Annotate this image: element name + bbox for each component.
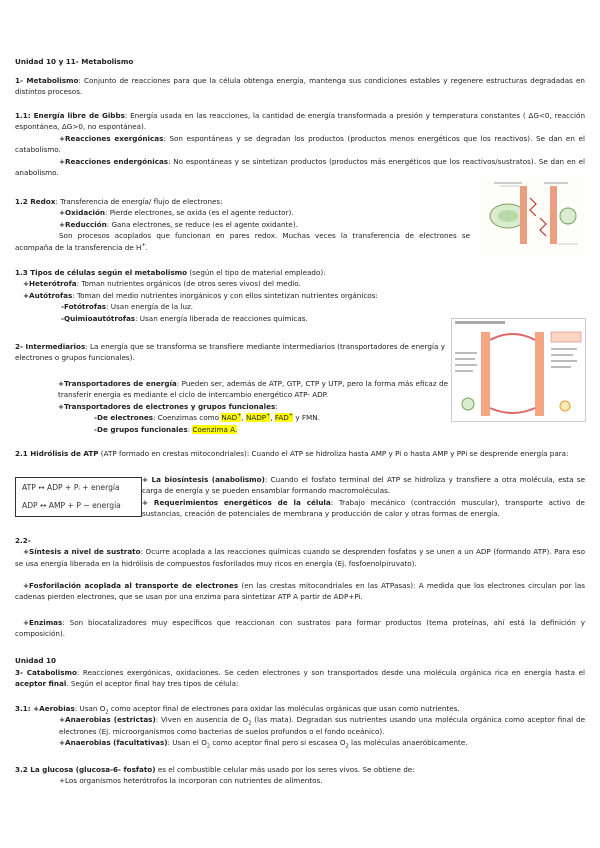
section-2: 2- Intermediarios: La energía que se transforma se transfiere mediante intermediarios (transportadores de energía y electrones o grupos funcionales). <box>15 342 445 363</box>
document-title: Unidad 10 y 11- Metabolismo <box>15 57 134 66</box>
section-3-2: 3.2 La glucosa (glucosa-6- fosfato) es el combustible celular más usado por los seres vivos. Se obtiene de: +Los organismos heterótrofos la incorporan con nutrientes de alimentos. <box>15 765 415 786</box>
membrane-bar <box>481 332 490 416</box>
section-3: 3- Catabolismo: Reacciones exergónicas, oxidaciones. Se ceden electrones y son transportados desde una molécula orgánica rica en energía hasta el aceptor final. Según el aceptor final hay tres tipos de célula: <box>15 668 585 689</box>
section-2-1-uses: + La biosíntesis (anabolismo): Cuando el fosfato terminal del ATP se hidroliza y transfiere a otra molécula, esta se carga de energía y se pueden ensamblar formando macromoléculas. + Requerimientos energéticos de la célula: Trabajo mecánico (contracción muscular), transporte activo de sustancias, creación de potenciales de membrana y producción de calor y otras formas de energía. <box>142 475 585 519</box>
membrane-bar <box>520 186 527 244</box>
atp-equation-box <box>15 477 142 517</box>
equation-atp-adp: ATP ↔ ADP + Pᵢ + energía <box>22 483 120 492</box>
section-2-2: 2.2- +Síntesis a nivel de sustrato: Ocurre acoplada a las reacciones químicas cuando se desprenden fosfatos y se unen a un ADP (formando ATP). Para eso se usa energía liberada en la hidrólisis de compuestos fosforilados muy ricos en energía (Ej. fosfoenolpiruvato). <box>15 536 585 568</box>
section-3-1: 3.1: +Aerobias: Usan $O_2$ como aceptor final de electrones para oxidar las moléculas orgánicas que usan como nutrientes. +Anaerobias (estrictas): Viven en ausencia de $O_2$ (las mata). Degradan sus nutrientes usando una molécula orgánica como aceptor final de electrones (Ej. microorganismos como bacterias de suelos profundos o el fondo oceánico). +Anaerobias (facultativas): Usan el $O_2$ como aceptor final pero si escasea $O_2$ las moléculas anaeróbicamente. <box>15 704 585 750</box>
section-2-2-phosphorylation: +Fosforilación acoplada al transporte de electrones (en las crestas mitocondriales en las ATPasas): A medida que los electrones circulan por las cadenas pierden electrones, que se usan por una enzima para sintetizar ATP A partir de ADP+Pi. <box>15 581 585 602</box>
membrane-diagram-figure <box>480 178 586 254</box>
membrane-bar <box>535 332 544 416</box>
section-1-2: 1.2 Redox: Transferencia de energía/ flujo de electrones: +Oxidación: Pierde electrones, se oxida (es el agente reductor). +Reducción: Gana electrones, se reduce (es el agente oxidante). Son procesos acoplados que funcionan en pares redox. Muchas veces la transferencia de electrones se acompaña de la transferencia de H+. <box>15 197 470 252</box>
nad-highlight: NAD+ <box>221 412 242 423</box>
membrane-bar <box>550 186 557 244</box>
section-1: 1- Metabolismo: Conjunto de reacciones para que la célula obtenga energía, mantenga sus condiciones estables y regenere estructuras degradadas en distintos procesos. <box>15 76 585 97</box>
section-2-1: 2.1 Hidrólisis de ATP (ATP formado en crestas mitocondriales): Cuando el ATP se hidroliza hasta AMP y Pi o hasta AMP y PPi se desprende energía para: <box>15 449 569 458</box>
equation-adp-amp: ADP ↔ AMP + P ~ energía <box>22 501 121 510</box>
section-1-1: 1.1: Energía libre de Gibbs: Energía usada en las reacciones, la cantidad de energía transformada a presión y temperatura constantes ( ΔG<0, reacción espontánea, ΔG>0, no espontánea). +Reacciones exergónicas: Son espontáneas y se degradan los productos (productos menos energéticos que los reactivos). Se dan en el catabolismo. +Reacciones endergónicas: No espontáneas y se sintetizan productos (productos más energéticos que los reactivos/sustratos). Se dan en el anabolismo. <box>15 111 586 178</box>
section-2-carriers: +Transportadores de energía: Pueden ser, además de ATP, GTP, CTP y UTP, pero la forma más eficaz de transferir energía es mediante el ciclo de intercambio energético ATP- ADP. +Transportadores de electrones y grupos funcionales: -De electrones: Coenzimas como NAD+, NADP+, FAD+ y FMN. -De grupos funcionales: Coenzima A. <box>58 379 448 434</box>
coenzyme-a-highlight: Coenzima A. <box>192 424 238 434</box>
electron-transport-figure <box>451 318 586 422</box>
unit-10-title: Unidad 10 <box>15 656 57 665</box>
nadp-highlight: NADP+ <box>245 412 271 423</box>
fad-highlight: FAD+ <box>274 412 294 423</box>
section-2-2-enzymes: +Enzimas: Son biocatalizadores muy específicos que reaccionan con sustratos para formar productos (tema proteínas, ahí está la definición y composición). <box>15 618 585 639</box>
section-1-3: 1.3 Tipos de células según el metabolismo (según el tipo de material empleado): +Heterótrofa: Toman nutrientes orgánicos (de otros seres vivos) del medio. +Autótrofas: Toman del medio nutrientes inorgánicos y con ellos sintetizan nutrientes orgánicos: -Fotótrofas: Usan energía de la luz. -Quimioautótrofas: Usan energía liberada de reacciones químicas. <box>15 268 378 323</box>
